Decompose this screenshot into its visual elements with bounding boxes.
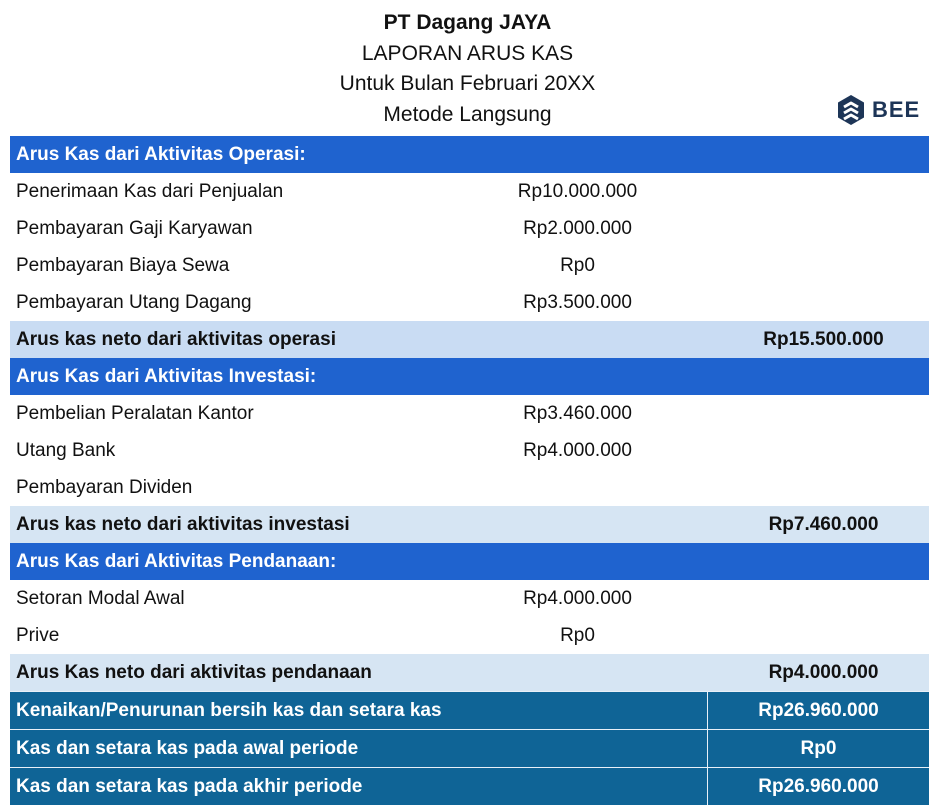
section-title: Arus Kas dari Aktivitas Pendanaan:	[16, 551, 337, 572]
summary-amount: Rp0	[800, 738, 837, 759]
item-amount: Rp4.000.000	[523, 588, 632, 609]
summary-label: Kas dan setara kas pada awal periode	[16, 738, 359, 759]
summary-label: Kenaikan/Penurunan bersih kas dan setara kas	[16, 700, 442, 721]
summary-amount: Rp26.960.000	[758, 776, 879, 797]
section-title: Arus Kas dari Aktivitas Operasi:	[16, 144, 306, 165]
item-label: Pembayaran Biaya Sewa	[16, 255, 230, 276]
item-label: Penerimaan Kas dari Penjualan	[16, 181, 284, 202]
item-amount: Rp3.460.000	[523, 403, 632, 424]
item-label: Pembayaran Utang Dagang	[16, 292, 252, 313]
report-method: Metode Langsung	[383, 102, 552, 126]
report-header	[0, 8, 935, 130]
item-amount: Rp0	[560, 255, 595, 276]
line-item	[10, 173, 929, 210]
summary-row-ending	[10, 767, 929, 805]
line-item	[10, 580, 929, 617]
report-title: LAPORAN ARUS KAS	[361, 41, 574, 65]
line-item	[10, 395, 929, 432]
section-header-operasi	[10, 136, 929, 173]
summary-amount: Rp26.960.000	[758, 700, 879, 721]
summary-label: Kas dan setara kas pada akhir periode	[16, 776, 363, 797]
item-amount: Rp10.000.000	[517, 181, 638, 202]
net-amount: Rp15.500.000	[763, 329, 884, 350]
line-item	[10, 432, 929, 469]
logo-text: BEE	[872, 97, 921, 122]
net-label: Arus kas neto dari aktivitas operasi	[16, 329, 336, 350]
item-label: Pembayaran Gaji Karyawan	[16, 218, 253, 239]
section-title: Arus Kas dari Aktivitas Investasi:	[16, 366, 317, 387]
item-label: Pembelian Peralatan Kantor	[16, 403, 254, 424]
summary-row-net-change	[10, 691, 929, 729]
report-period: Untuk Bulan Februari 20XX	[339, 72, 596, 95]
cash-flow-table	[10, 136, 929, 805]
net-label: Arus Kas neto dari aktivitas pendanaan	[16, 662, 372, 683]
net-investasi-row	[10, 506, 929, 543]
item-amount: Rp3.500.000	[523, 292, 632, 313]
summary-row-beginning	[10, 729, 929, 767]
item-amount: Rp0	[560, 625, 595, 646]
item-amount: Rp2.000.000	[523, 218, 632, 239]
line-item	[10, 284, 929, 321]
net-label: Arus kas neto dari aktivitas investasi	[16, 514, 350, 535]
net-pendanaan-row	[10, 654, 929, 691]
net-amount: Rp4.000.000	[768, 662, 879, 683]
item-amount: Rp4.000.000	[523, 440, 632, 461]
section-header-investasi	[10, 358, 929, 395]
item-label: Pembayaran Dividen	[16, 477, 193, 498]
bee-logo	[836, 93, 920, 127]
company-name: PT Dagang JAYA	[383, 11, 552, 34]
line-item	[10, 617, 929, 654]
net-operasi-row	[10, 321, 929, 358]
item-label: Utang Bank	[16, 440, 116, 461]
net-amount: Rp7.460.000	[768, 514, 879, 535]
line-item	[10, 247, 929, 284]
line-item	[10, 210, 929, 247]
bee-hexagon-logo-icon	[836, 94, 866, 126]
section-header-pendanaan	[10, 543, 929, 580]
line-item	[10, 469, 929, 506]
item-label: Prive	[16, 625, 60, 646]
item-label: Setoran Modal Awal	[16, 588, 185, 609]
